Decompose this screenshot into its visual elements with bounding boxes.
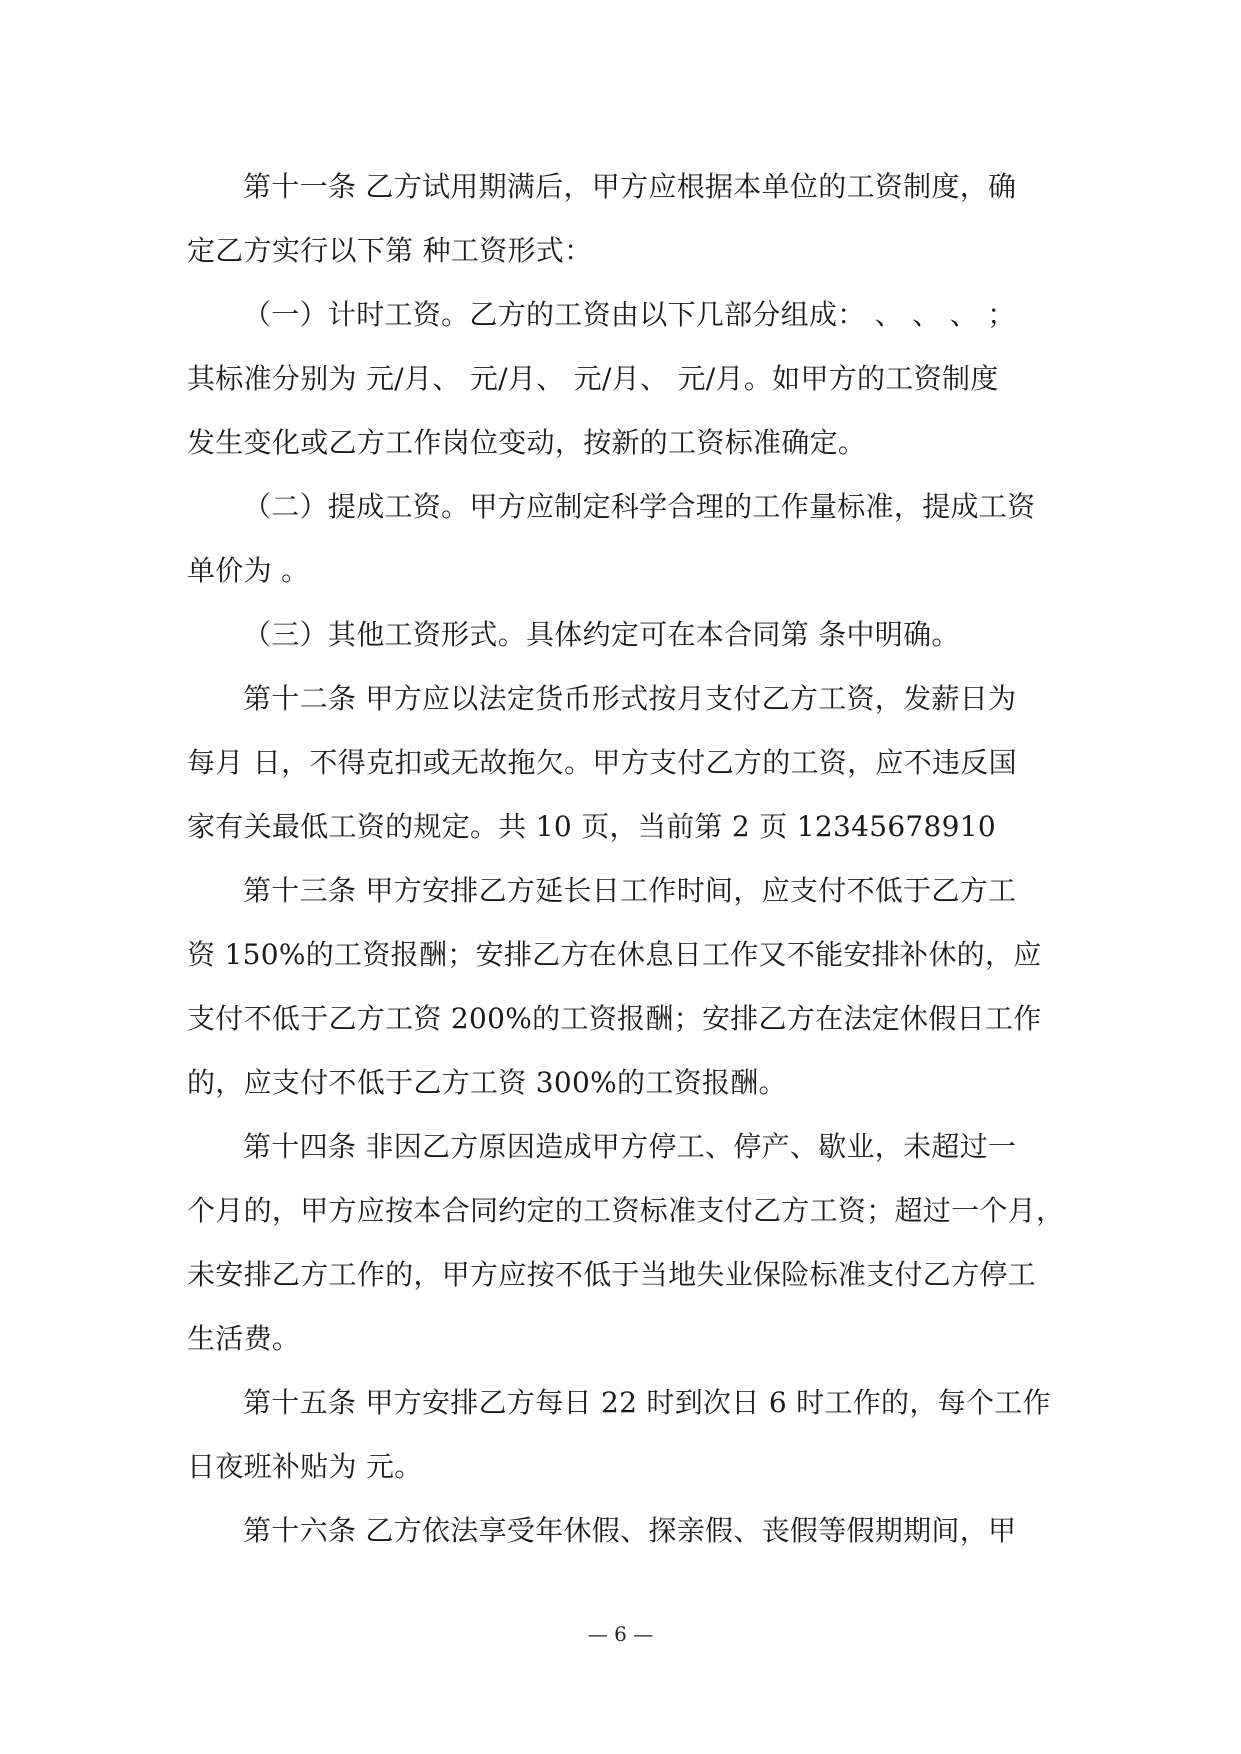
line-18: 未安排乙方工作的，甲方应按不低于当地失业保险标准支付乙方停工 <box>187 1258 1037 1291</box>
line-3: （一）计时工资。乙方的工资由以下几部分组成： 、 、 、 ； <box>243 298 1016 331</box>
line-9: 第十二条 甲方应以法定货币形式按月支付乙方工资，发薪日为 <box>243 682 1017 715</box>
line-10: 每月 日，不得克扣或无故拖欠。甲方支付乙方的工资，应不违反国 <box>187 746 1017 779</box>
line-12: 第十三条 甲方安排乙方延长日工作时间，应支付不低于乙方工 <box>243 874 1017 907</box>
line-6: （二）提成工资。甲方应制定科学合理的工作量标准，提成工资 <box>243 490 1036 523</box>
line-16: 第十四条 非因乙方原因造成甲方停工、停产、歇业，未超过一 <box>243 1130 1017 1163</box>
line-8: （三）其他工资形式。具体约定可在本合同第 条中明确。 <box>243 618 960 651</box>
page-number: — 6 — <box>587 1622 654 1646</box>
document-body <box>187 155 1065 1563</box>
line-19: 生活费。 <box>187 1322 301 1355</box>
line-2: 定乙方实行以下第 种工资形式： <box>187 234 593 267</box>
line-1: 第十一条 乙方试用期满后，甲方应根据本单位的工资制度，确 <box>243 170 1017 203</box>
line-20: 第十五条 甲方安排乙方每日 22 时到次日 6 时工作的，每个工作 <box>243 1386 1051 1419</box>
line-21: 日夜班补贴为 元。 <box>187 1450 423 1483</box>
line-11: 家有关最低工资的规定。共 10 页，当前第 2 页 12345678910 <box>187 810 997 843</box>
line-13: 资 150%的工资报酬；安排乙方在休息日工作又不能安排补休的，应 <box>187 938 1042 971</box>
line-22: 第十六条 乙方依法享受年休假、探亲假、丧假等假期期间，甲 <box>243 1514 1017 1547</box>
line-5: 发生变化或乙方工作岗位变动，按新的工资标准确定。 <box>187 426 867 459</box>
line-7: 单价为 。 <box>187 554 310 587</box>
line-15: 的，应支付不低于乙方工资 300%的工资报酬。 <box>187 1066 787 1099</box>
line-14: 支付不低于乙方工资 200%的工资报酬；安排乙方在法定休假日工作 <box>187 1002 1042 1035</box>
line-17: 个月的，甲方应按本合同约定的工资标准支付乙方工资；超过一个月， <box>187 1194 1065 1227</box>
line-4: 其标准分别为 元/月、 元/月、 元/月、 元/月。如甲方的工资制度 <box>187 362 999 395</box>
